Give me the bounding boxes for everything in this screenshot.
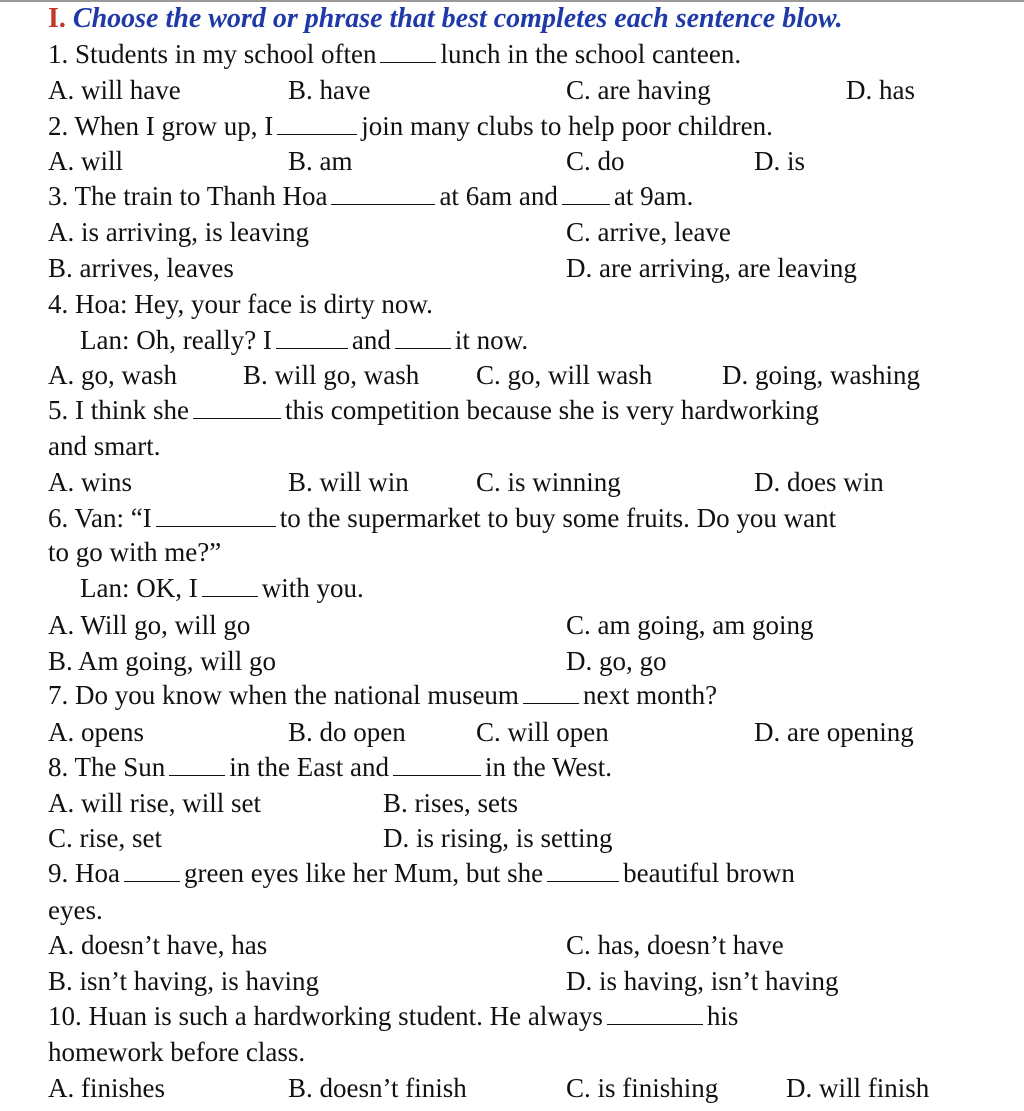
option-5d[interactable]: D. does win <box>754 467 884 497</box>
option-2c[interactable]: C. do <box>566 146 625 176</box>
answer-blank <box>156 504 276 527</box>
answer-blank <box>547 859 619 882</box>
option-10a[interactable]: A. finishes <box>48 1073 165 1103</box>
option-2a[interactable]: A. will <box>48 146 124 176</box>
answer-blank <box>202 574 258 597</box>
question-6-line-2: to go with me?” <box>48 537 222 567</box>
answer-blank <box>395 326 451 349</box>
option-2d[interactable]: D. is <box>754 146 806 176</box>
option-8c[interactable]: C. rise, set <box>48 823 162 853</box>
option-9d[interactable]: D. is having, isn’t having <box>566 966 839 996</box>
answer-blank <box>276 326 348 349</box>
question-10-line-2: homework before class. <box>48 1037 306 1067</box>
question-4-line-2: Lan: Oh, really? I and it now. <box>80 325 529 355</box>
option-6a[interactable]: A. Will go, will go <box>48 610 251 640</box>
option-5b[interactable]: B. will win <box>288 467 409 497</box>
answer-blank <box>562 182 610 205</box>
option-6d[interactable]: D. go, go <box>566 646 667 676</box>
option-5c[interactable]: C. is winning <box>476 467 621 497</box>
section-heading <box>48 3 843 35</box>
question-8: 8. The Sun in the East and in the West. <box>48 752 613 782</box>
answer-blank <box>193 396 281 419</box>
option-1c[interactable]: C. are having <box>566 75 711 105</box>
option-4b[interactable]: B. will go, wash <box>243 360 420 390</box>
option-2b[interactable]: B. am <box>288 146 353 176</box>
top-rule <box>0 0 1024 2</box>
option-8b[interactable]: B. rises, sets <box>383 788 518 818</box>
section-number: I. <box>48 3 66 34</box>
answer-blank <box>523 681 579 704</box>
question-9-line-2: eyes. <box>48 895 103 925</box>
option-10b[interactable]: B. doesn’t finish <box>288 1073 467 1103</box>
option-3d[interactable]: D. are arriving, are leaving <box>566 253 857 283</box>
answer-blank <box>393 753 481 776</box>
option-10c[interactable]: C. is finishing <box>566 1073 719 1103</box>
option-5a[interactable]: A. wins <box>48 467 133 497</box>
option-7c[interactable]: C. will open <box>476 717 609 747</box>
question-3: 3. The train to Thanh Hoa at 6am and at 9am. <box>48 181 694 211</box>
option-3c[interactable]: C. arrive, leave <box>566 217 731 247</box>
option-3a[interactable]: A. is arriving, is leaving <box>48 217 309 247</box>
option-7b[interactable]: B. do open <box>288 717 406 747</box>
section-instruction: Choose the word or phrase that best completes each sentence blow. <box>72 3 843 34</box>
answer-blank <box>331 182 435 205</box>
option-6c[interactable]: C. am going, am going <box>566 610 814 640</box>
option-1d[interactable]: D. has <box>846 75 915 105</box>
answer-blank <box>607 1002 703 1025</box>
option-1a[interactable]: A. will have <box>48 75 181 105</box>
question-2: 2. When I grow up, I join many clubs to help poor children. <box>48 111 773 141</box>
option-8a[interactable]: A. will rise, will set <box>48 788 261 818</box>
answer-blank <box>124 859 180 882</box>
question-7: 7. Do you know when the national museum next month? <box>48 680 718 710</box>
option-4a[interactable]: A. go, wash <box>48 360 177 390</box>
option-7a[interactable]: A. opens <box>48 717 144 747</box>
option-9b[interactable]: B. isn’t having, is having <box>48 966 320 996</box>
option-10d[interactable]: D. will finish <box>786 1073 930 1103</box>
option-3b[interactable]: B. arrives, leaves <box>48 253 234 283</box>
option-9a[interactable]: A. doesn’t have, has <box>48 930 268 960</box>
option-1b[interactable]: B. have <box>288 75 371 105</box>
answer-blank <box>169 753 225 776</box>
option-4c[interactable]: C. go, will wash <box>476 360 653 390</box>
question-4: 4. Hoa: Hey, your face is dirty now. <box>48 289 433 319</box>
answer-blank <box>277 112 357 135</box>
question-6-line-3: Lan: OK, I with you. <box>80 573 364 603</box>
answer-blank <box>380 40 436 63</box>
question-6: 6. Van: “I to the supermarket to buy some fruits. Do you want <box>48 503 837 533</box>
question-10: 10. Huan is such a hardworking student. He always his <box>48 1001 739 1031</box>
option-8d[interactable]: D. is rising, is setting <box>383 823 613 853</box>
question-1: 1. Students in my school often lunch in the school canteen. <box>48 39 742 69</box>
option-7d[interactable]: D. are opening <box>754 717 914 747</box>
option-4d[interactable]: D. going, washing <box>722 360 920 390</box>
question-9: 9. Hoa green eyes like her Mum, but she beautiful brown <box>48 858 795 888</box>
question-5: 5. I think she this competition because she is very hardworking <box>48 395 819 425</box>
question-5-line-2: and smart. <box>48 431 161 461</box>
option-9c[interactable]: C. has, doesn’t have <box>566 930 784 960</box>
option-6b[interactable]: B. Am going, will go <box>48 646 277 676</box>
